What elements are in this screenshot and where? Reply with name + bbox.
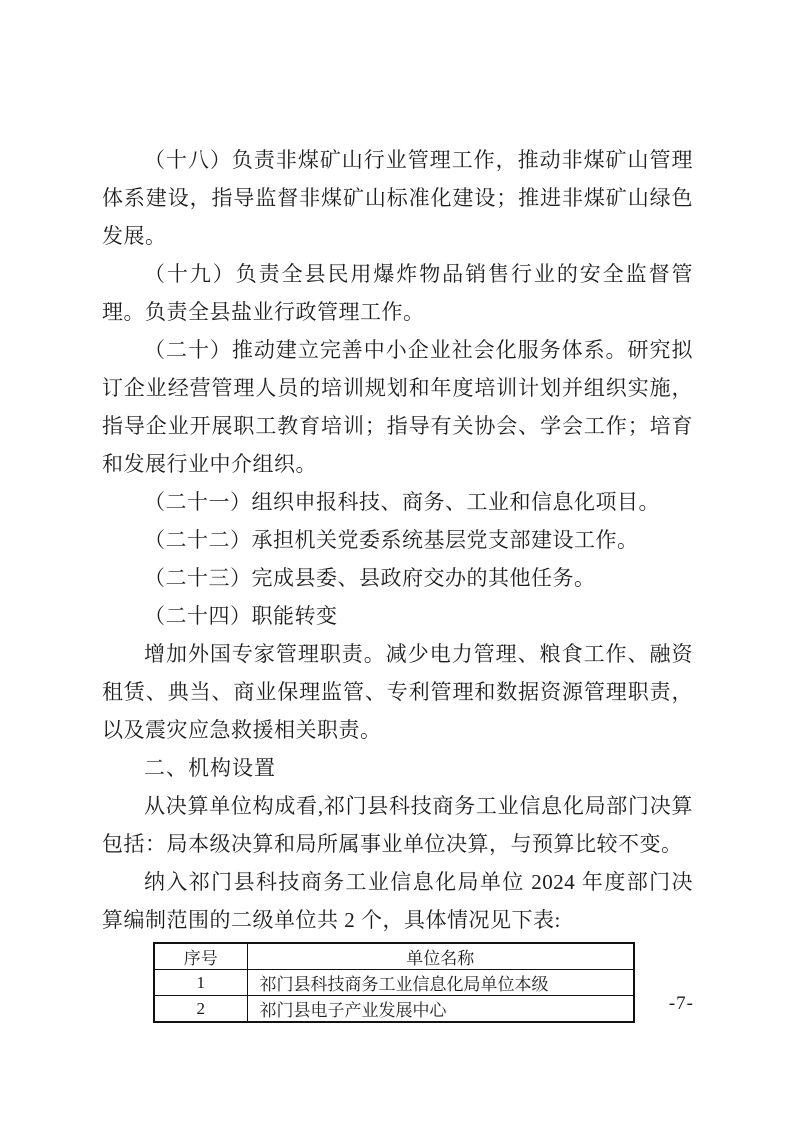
- table-header-unit-name: 单位名称: [247, 943, 634, 970]
- table-row: [154, 996, 634, 1023]
- table-header-seq: 序号: [154, 943, 247, 970]
- paragraph-budget-units-intro: 从决算单位构成看,祁门县科技商务工业信息化局部门决算包括：局本级决算和局所属事业单位决算，与预算比较不变。: [102, 794, 693, 856]
- paragraph-duty-changes: 增加外国专家管理职责。减少电力管理、粮食工作、融资租赁、典当、商业保理监管、专利管理和数据资源管理职责，以及震灾应急救援相关职责。: [102, 642, 693, 742]
- paragraph-item-22: （二十二）承担机关党委系统基层党支部建设工作。: [144, 528, 639, 552]
- paragraph-budget-units-count: 纳入祁门县科技商务工业信息化局单位 2024 年度部门决算编制范围的二级单位共 2 个，具体情况见下表:: [102, 870, 693, 932]
- section-heading-org-setup: 二、机构设置: [144, 756, 276, 780]
- paragraph-item-20: （二十）推动建立完善中小企业社会化服务体系。研究拟订企业经营管理人员的培训规划和年度培训计划并组织实施，指导企业开展职工教育培训；指导有关协会、学会工作；培育和发展行业中介组织。: [102, 338, 693, 476]
- units-table: [153, 942, 635, 1023]
- table-cell-unit-name: 祁门县电子产业发展中心: [247, 996, 634, 1023]
- table-cell-seq: 2: [154, 996, 247, 1023]
- table-cell-seq: 1: [154, 970, 247, 996]
- paragraph-item-23: （二十三）完成县委、县政府交办的其他任务。: [144, 566, 596, 590]
- document-body: [102, 141, 693, 1023]
- paragraph-item-19: （十九）负责全县民用爆炸物品销售行业的安全监督管理。负责全县盐业行政管理工作。: [102, 262, 693, 324]
- table-cell-unit-name: 祁门县科技商务工业信息化局单位本级: [247, 970, 634, 996]
- paragraph-item-24: （二十四）职能转变: [144, 604, 338, 628]
- paragraph-item-21: （二十一）组织申报科技、商务、工业和信息化项目。: [144, 490, 660, 514]
- paragraph-item-18: （十八）负责非煤矿山行业管理工作，推动非煤矿山管理体系建设，指导监督非煤矿山标准化建设；推进非煤矿山绿色发展。: [102, 148, 693, 248]
- table-header-row: [154, 943, 634, 970]
- page-number: -7-: [668, 993, 694, 1014]
- table-row: [154, 970, 634, 996]
